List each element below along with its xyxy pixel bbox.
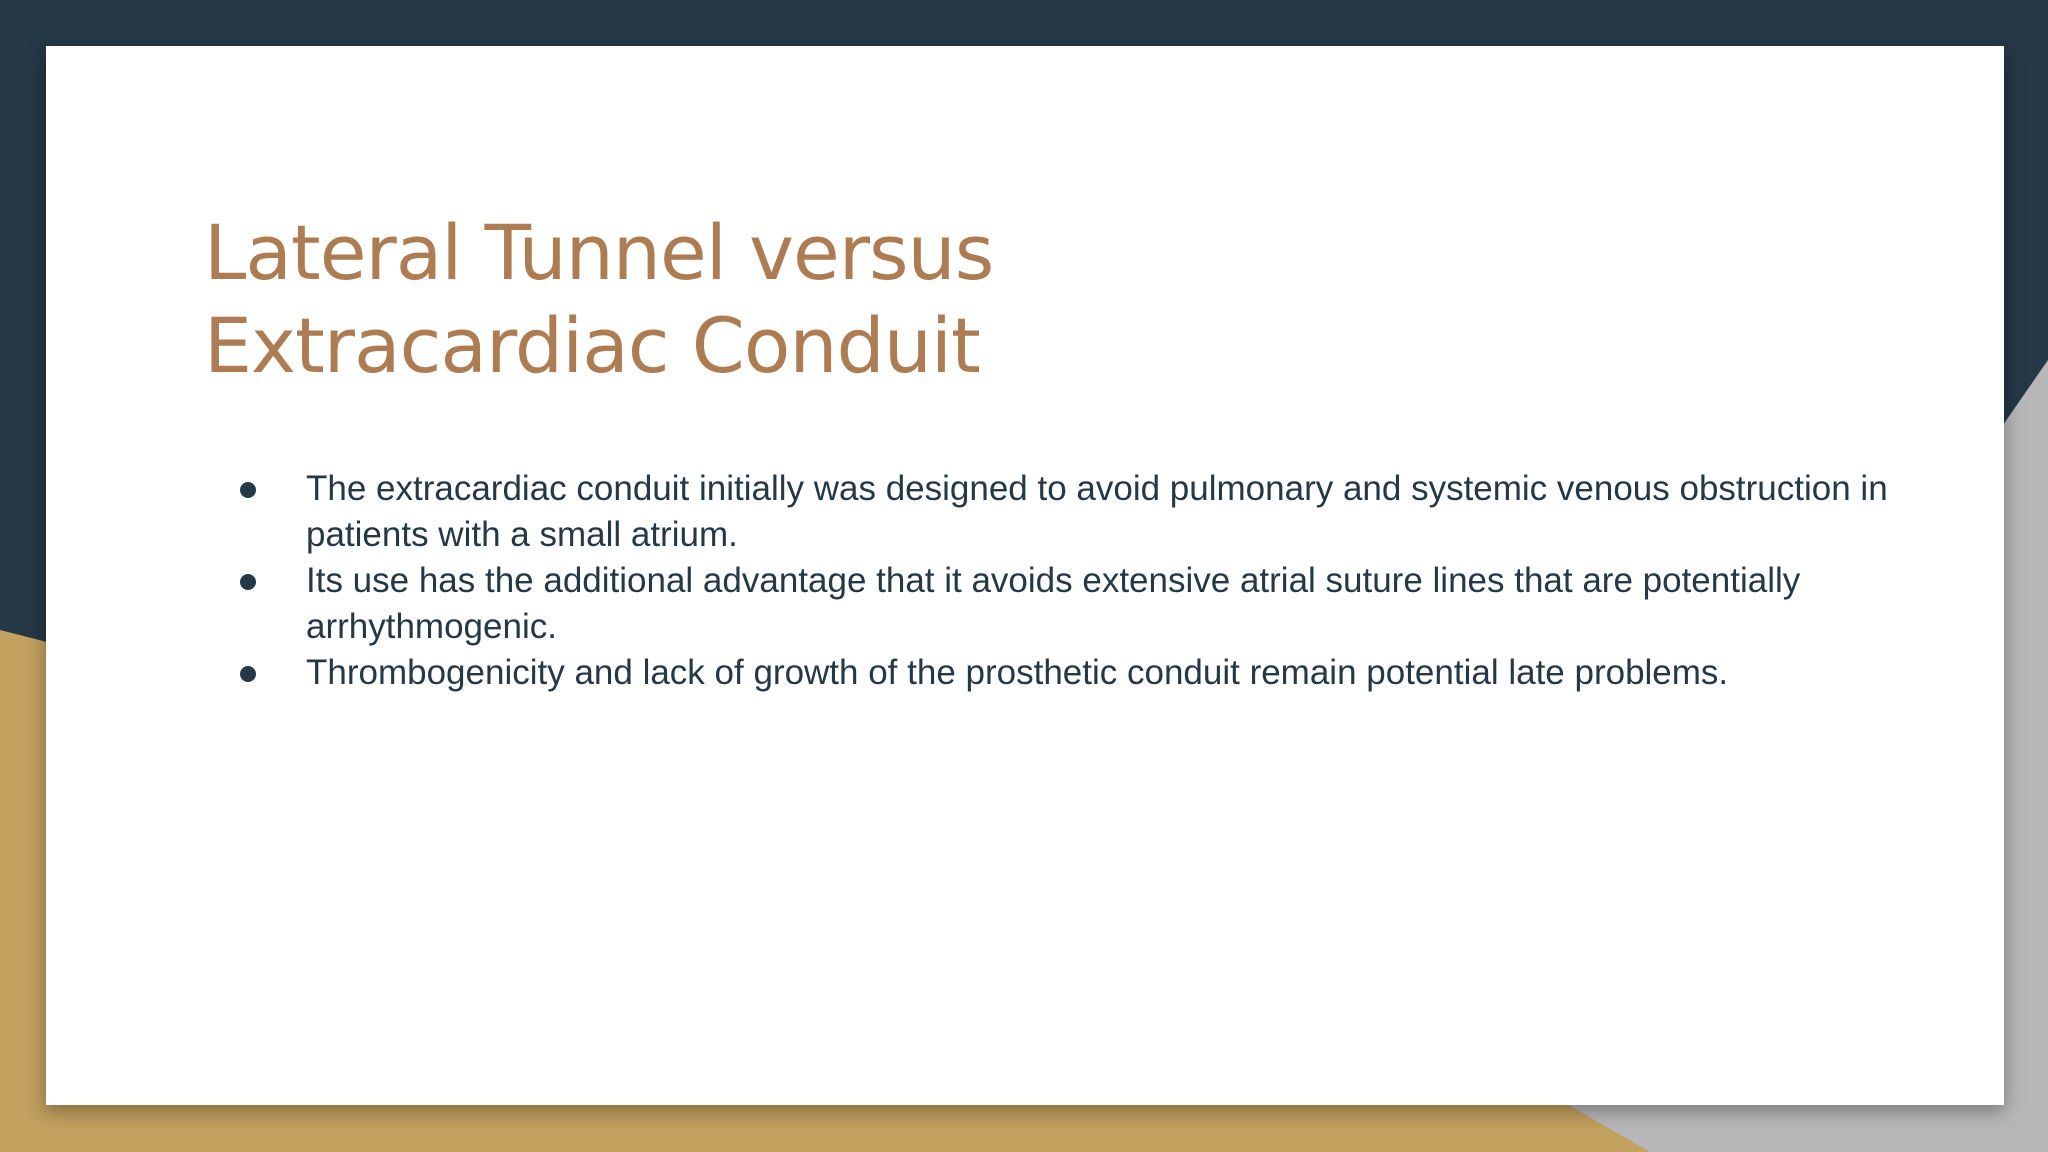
- bullet-text: Thrombogenicity and lack of growth of the prosthetic conduit remain potential late problems.: [306, 653, 1729, 692]
- bullet-text: The extracardiac conduit initially was designed to avoid pulmonary and systemic venous obstruction in patients with a small atrium.: [306, 469, 1888, 554]
- bullet-dot-icon: [240, 482, 256, 498]
- slide-canvas: [46, 46, 2004, 1105]
- bullet-item: [206, 466, 1926, 558]
- slide-title-line-1: Lateral Tunnel versus: [204, 208, 994, 297]
- slide-title-line-2: Extracardiac Conduit: [204, 301, 980, 390]
- bullet-text: Its use has the additional advantage that it avoids extensive atrial suture lines that are potentially arrhythmogenic.: [306, 561, 1801, 646]
- bullet-item: [206, 558, 1926, 650]
- gold-bottom-strip: [0, 1100, 1650, 1152]
- slide-title: [204, 206, 993, 392]
- bullet-list: [206, 466, 1926, 696]
- bullet-item: [206, 650, 1926, 696]
- bullet-dot-icon: [240, 666, 256, 682]
- bullet-dot-icon: [240, 574, 256, 590]
